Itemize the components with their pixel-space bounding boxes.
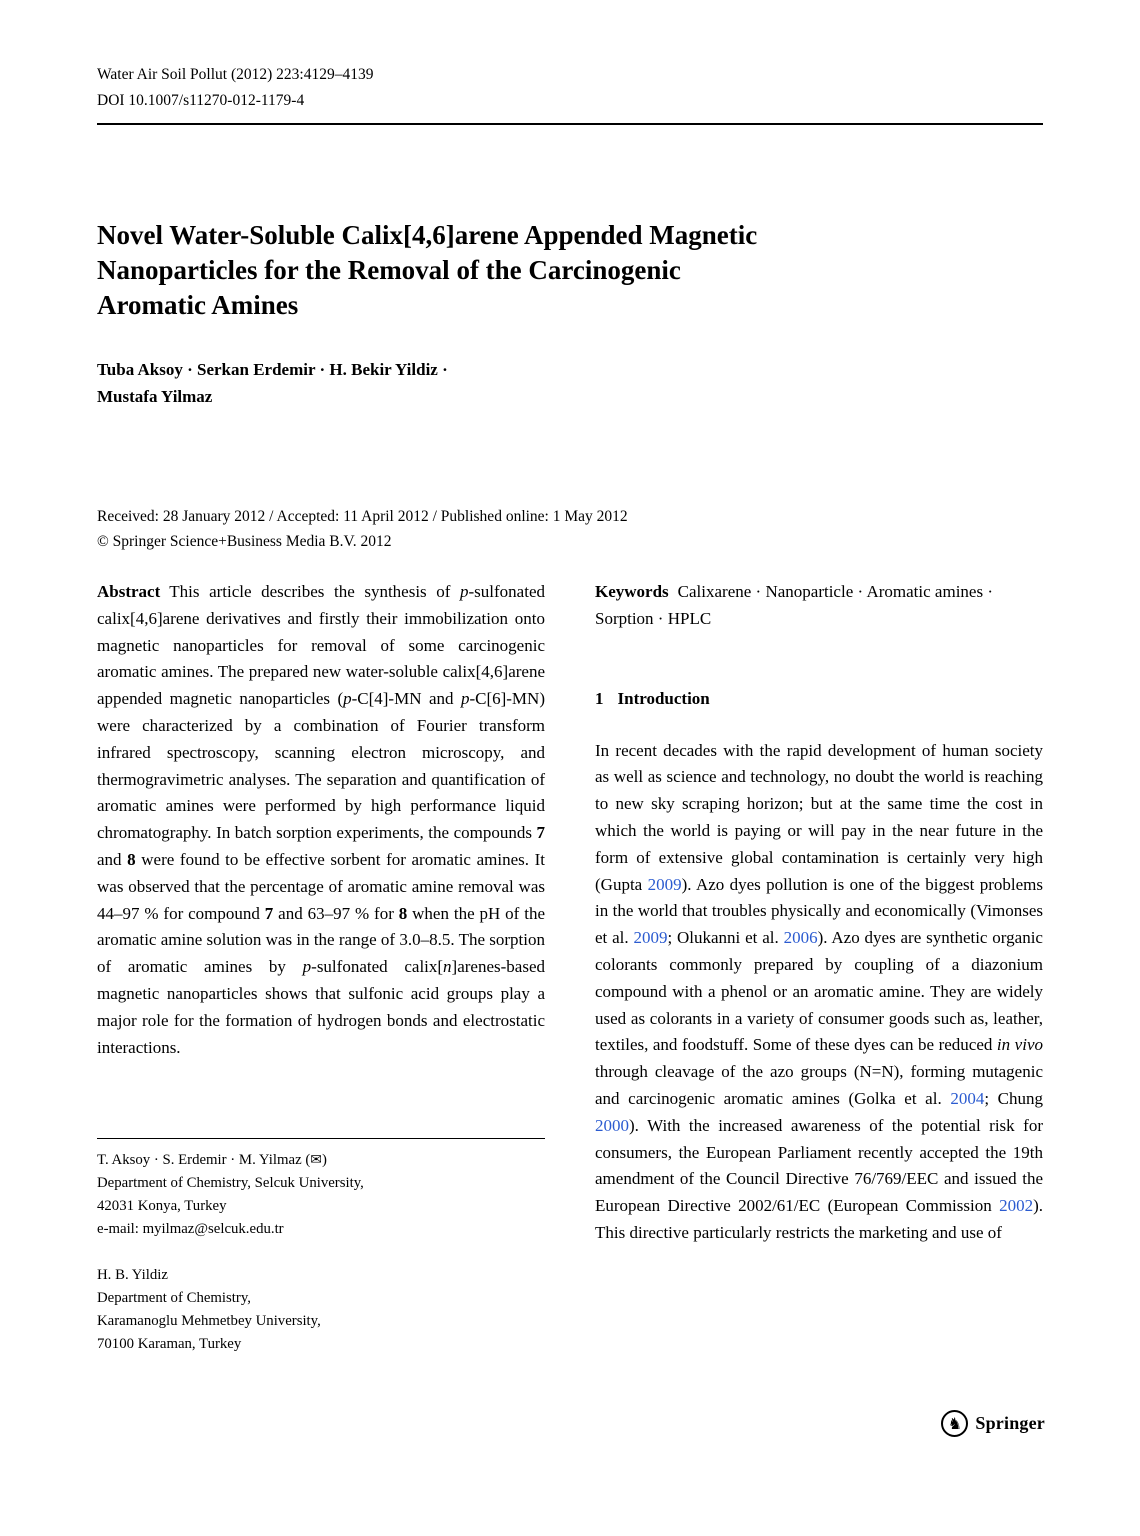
affiliation-line: Department of Chemistry, bbox=[97, 1290, 251, 1306]
text-run: 8 bbox=[127, 849, 136, 869]
envelope-icon: ✉ bbox=[310, 1152, 323, 1168]
text-run: T. Aksoy · S. Erdemir · M. Yilmaz ( bbox=[97, 1152, 311, 1168]
correspondence-block bbox=[97, 1149, 545, 1241]
citation-link[interactable]: 2000 bbox=[595, 1115, 629, 1135]
text-run: ) bbox=[322, 1152, 327, 1168]
affiliation-line: Department of Chemistry, Selcuk University, bbox=[97, 1175, 364, 1191]
author-line: Tuba Aksoy · Serkan Erdemir · H. Bekir Yildiz · bbox=[97, 360, 448, 379]
title-line: Aromatic Amines bbox=[97, 290, 299, 320]
text-run: 7 bbox=[264, 903, 274, 923]
left-column bbox=[97, 579, 545, 1356]
section-heading-introduction bbox=[595, 685, 1043, 712]
text-run: 7 bbox=[536, 823, 545, 843]
article-title bbox=[97, 218, 1043, 323]
second-affiliation-block bbox=[97, 1264, 545, 1356]
text-run: ; Chung bbox=[984, 1088, 1044, 1108]
correspondence-authors bbox=[97, 1149, 545, 1172]
right-column bbox=[595, 579, 1043, 1356]
text-run: p bbox=[343, 689, 352, 709]
title-line: Novel Water-Soluble Calix[4,6]arene Appended Magnetic bbox=[97, 220, 758, 250]
footnote-spacer bbox=[97, 1241, 545, 1264]
abstract-text bbox=[97, 582, 545, 1057]
text-run: ). With the increased awareness of the potential risk for consumers, the European Parliament recently accepted the 19th amendment of the Council Directive 76/769/EEC and issued the European Directive 2002/61/EC (European Commission bbox=[595, 1115, 1043, 1216]
text-run: through cleavage of the azo groups (N=N), forming mutagenic and carcinogenic aromatic amines (Golka et al. bbox=[595, 1062, 1043, 1108]
text-run: ). This directive particularly restricts the marketing and use of bbox=[595, 1196, 1043, 1242]
text-run: ; Olukanni et al. bbox=[667, 928, 784, 948]
affiliation-line: Karamanoglu Mehmetbey University, bbox=[97, 1313, 321, 1329]
text-run: and 63–97 % for bbox=[273, 903, 399, 923]
affiliation-line: 42031 Konya, Turkey bbox=[97, 1198, 227, 1214]
author-list bbox=[97, 356, 1043, 410]
springer-wordmark: Springer bbox=[975, 1413, 1045, 1433]
affiliation-author: H. B. Yildiz bbox=[97, 1267, 168, 1283]
keywords-label: Keywords bbox=[595, 582, 669, 601]
header-divider bbox=[97, 123, 1043, 125]
email-line: e-mail: myilmaz@selcuk.edu.tr bbox=[97, 1221, 284, 1237]
springer-logo bbox=[941, 1410, 1045, 1437]
journal-citation: Water Air Soil Pollut (2012) 223:4129–4139 bbox=[97, 66, 374, 83]
section-number: 1 bbox=[595, 688, 604, 708]
copyright-line: © Springer Science+Business Media B.V. 2012 bbox=[97, 533, 392, 550]
journal-doi: DOI 10.1007/s11270-012-1179-4 bbox=[97, 92, 305, 109]
text-run: 8 bbox=[398, 903, 408, 923]
keywords-paragraph bbox=[595, 579, 1043, 633]
text-run: -sulfonated calix[4,6]arene derivatives and firstly their immobilization onto magnetic nanoparticles for removal of some carcinogenic aromatic amines. The prepared new water-soluble calix[4,6]arene appended magnetic nanoparticles ( bbox=[97, 582, 545, 709]
citation-link[interactable]: 2009 bbox=[647, 874, 682, 894]
footnote-divider bbox=[97, 1138, 545, 1139]
text-run: p bbox=[460, 582, 469, 601]
text-run: were found to be effective sorbent for aromatic amines. It was observed that the percentage of aromatic amine removal was 44–97 % for compound bbox=[97, 849, 545, 923]
text-run: p bbox=[302, 957, 312, 977]
text-run: -C[6]-MN) were characterized by a combination of Fourier transform infrared spectroscopy, scanning electron microscopy, and thermogravimetric analyses. The separation and quantification of aromatic amines were performed by high performance liquid chromatography. In batch sorption experiments, the compounds bbox=[97, 689, 545, 843]
publication-dates bbox=[97, 504, 1043, 554]
citation-link[interactable]: 2002 bbox=[999, 1196, 1034, 1216]
text-run: -sulfonated calix[ bbox=[311, 957, 444, 977]
text-run: in vivo bbox=[996, 1035, 1043, 1055]
text-run: and bbox=[97, 849, 128, 869]
text-run: ). Azo dyes are synthetic organic colorants commonly prepared by coupling of a diazonium compound with a phenol or an aromatic amine. They are widely used as colorants in a variety of consumer goods such as, leather, textiles, and foodstuff. Some of these dyes can be reduced bbox=[595, 928, 1043, 1055]
text-run: n bbox=[443, 957, 452, 977]
body-columns bbox=[97, 579, 1043, 1356]
section-title: Introduction bbox=[617, 688, 710, 708]
text-run: ). Azo dyes pollution is one of the biggest problems in the world that troubles physically and economically (Vimonses et al. bbox=[595, 874, 1043, 948]
text-run: p bbox=[460, 689, 470, 709]
text-run: This article describes the synthesis of bbox=[169, 582, 461, 601]
springer-horse-icon: ♞ bbox=[941, 1410, 968, 1437]
citation-link[interactable]: 2006 bbox=[783, 928, 818, 948]
introduction-paragraph bbox=[595, 738, 1043, 1247]
keywords-text: Calixarene · Nanoparticle · Aromatic amines · Sorption · HPLC bbox=[595, 582, 993, 628]
journal-header bbox=[97, 62, 1043, 125]
affiliation-line: 70100 Karaman, Turkey bbox=[97, 1336, 242, 1352]
correspondence-footnote bbox=[97, 1138, 545, 1356]
author-line: Mustafa Yilmaz bbox=[97, 387, 213, 406]
text-run: -C[4]-MN and bbox=[351, 689, 461, 709]
received-accepted-line: Received: 28 January 2012 / Accepted: 11 April 2012 / Published online: 1 May 2012 bbox=[97, 508, 628, 525]
abstract-paragraph bbox=[97, 579, 545, 1061]
text-run: when the pH of the aromatic amine solution was in the range of 3.0–8.5. The sorption of aromatic amines by bbox=[97, 903, 545, 977]
text-run: ]arenes-based magnetic nanoparticles shows that sulfonic acid groups play a major role for the formation of hydrogen bonds and electrostatic interactions. bbox=[97, 957, 545, 1057]
text-run: In recent decades with the rapid development of human society as well as science and technology, no doubt the world is reaching to new sky scraping horizon; but at the same time the cost in which the world is paying or will pay in the near future in the form of extensive global contamination is certainly very high (Gupta bbox=[595, 740, 1043, 894]
abstract-label: Abstract bbox=[97, 582, 161, 601]
citation-link[interactable]: 2009 bbox=[633, 928, 668, 948]
title-line: Nanoparticles for the Removal of the Carcinogenic bbox=[97, 255, 681, 285]
citation-link[interactable]: 2004 bbox=[950, 1088, 985, 1108]
